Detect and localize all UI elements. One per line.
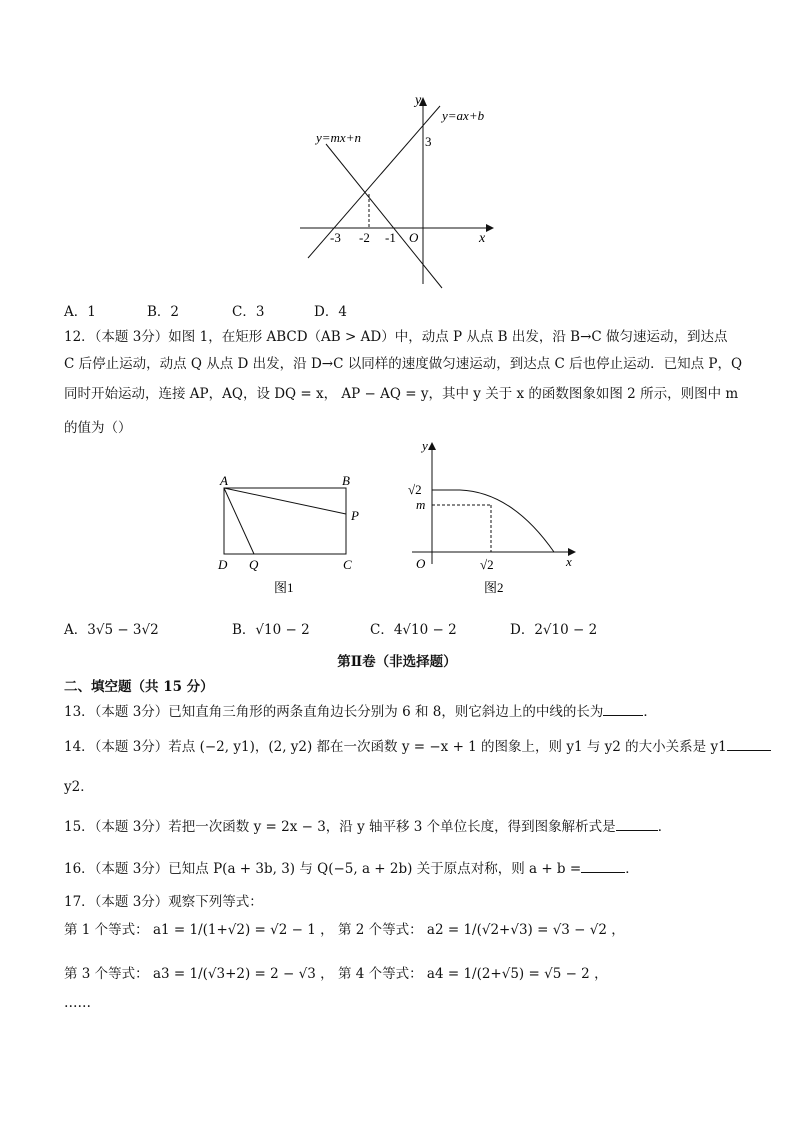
q11-graph — [290, 92, 510, 292]
figure-1-caption: 图1 — [274, 580, 294, 595]
q14-tail: y2． — [64, 779, 94, 795]
segment-aq — [224, 488, 254, 554]
q13-answer-blank[interactable] — [603, 701, 643, 716]
q14-text: 14．（本题 3分）若点 (−2, y1)，(2, y2) 都在一次函数 y = −x + 1 的图象上，则 y1 与 y2 的大小关系是 y1 — [64, 739, 727, 755]
q12-line3: 同时开始运动，连接 AP，AQ，设 DQ = x， AP − AQ = y，其中 y 关于 x 的函数图象如图 2 所示，则图中 m — [64, 386, 739, 402]
fig2-m-label: m — [416, 497, 426, 512]
q15-answer-blank[interactable] — [616, 816, 658, 831]
q13: 13．（本题 3分）已知直角三角形的两条直角边长分别为 6 和 8，则它斜边上的中线的长为 ． — [64, 700, 657, 720]
point-d: D — [218, 557, 228, 572]
q17-eq2-label: 第 2 个等式： — [337, 922, 423, 938]
line-ax-b — [308, 106, 440, 258]
q17-row-1: 第 1 个等式： a1 = 1/(1+√2) = √2 − 1 ， 第 2 个等式： a2 = 1/(√2+√3) = √3 − √2 ， — [64, 922, 625, 938]
x-label: x — [479, 231, 486, 246]
q17-eq4: a4 = 1/(2+√5) = √5 − 2 — [426, 966, 590, 982]
q15-text: 15．（本题 3分）若把一次函数 y = 2x − 3，沿 y 轴平移 3 个单位长度，得到图象解析式是 — [64, 819, 616, 835]
q17-ellipsis: …… — [64, 995, 91, 1011]
q13-text: 13．（本题 3分）已知直角三角形的两条直角边长分别为 6 和 8，则它斜边上的中线的长为 — [64, 704, 604, 720]
point-b: B — [342, 473, 350, 488]
tick-neg1: -1 — [385, 230, 396, 245]
q12-option-d[interactable]: D．2√10 − 2 — [510, 622, 598, 638]
tick-3: 3 — [425, 134, 432, 149]
q17-eq3: a3 = 1/(√3+2) = 2 − √3 — [152, 966, 316, 982]
line-mx-n — [326, 144, 442, 288]
point-p: P — [351, 508, 359, 523]
q17-eq1-label: 第 1 个等式： — [64, 922, 149, 938]
y-label: y — [415, 93, 422, 108]
fig2-x-label: x — [566, 554, 572, 569]
fig2-y-arrow — [428, 442, 436, 450]
figure-2 — [402, 438, 582, 600]
q14-answer-blank[interactable] — [727, 736, 771, 751]
origin-label: O — [409, 230, 419, 245]
q17-eq3-label: 第 3 个等式： — [64, 966, 149, 982]
q16: 16．（本题 3分）已知点 P(a + 3b, 3) 与 Q(−5, a + 2b) 关于原点对称，则 a + b = ． — [64, 857, 639, 877]
q15: 15．（本题 3分）若把一次函数 y = 2x − 3，沿 y 轴平移 3 个单位长度，得到图象解析式是 ． — [64, 815, 671, 835]
point-c: C — [343, 557, 352, 572]
q12-option-b[interactable]: B．√10 − 2 — [232, 622, 310, 638]
tick-neg3: -3 — [330, 230, 341, 245]
line1-label: y=ax+b — [442, 108, 485, 123]
q12-line1: 12．（本题 3分）如图 1，在矩形 ABCD（AB > AD）中，动点 P 从点 B 出发，沿 B→C 做匀速运动，到达点 — [64, 329, 728, 345]
q17-title: 17．（本题 3分）观察下列等式： — [64, 894, 263, 910]
q11-option-b[interactable]: B．2 — [147, 304, 180, 320]
point-a: A — [220, 473, 228, 488]
figure-2-caption: 图2 — [484, 580, 504, 595]
tick-neg2: -2 — [359, 230, 370, 245]
fig2-sqrt2-x: √2 — [480, 557, 494, 572]
q12-line2: C 后停止运动，动点 Q 从点 D 出发，沿 D→C 以同样的速度做匀速运动，到达点 C 后也停止运动．已知点 P，Q — [64, 356, 743, 372]
fig2-sqrt2-y: √2 — [408, 482, 422, 497]
fig2-curve — [432, 490, 554, 552]
q12-option-c[interactable]: C．4√10 − 2 — [370, 622, 457, 638]
q11-option-a[interactable]: A．1 — [64, 304, 96, 320]
q17-eq4-label: 第 4 个等式： — [337, 966, 423, 982]
q12-option-a[interactable]: A．3√5 − 3√2 — [64, 622, 159, 638]
q16-answer-blank[interactable] — [581, 858, 625, 873]
point-q: Q — [249, 557, 259, 572]
fill-section-title: 二、填空题（共 15 分） — [64, 679, 214, 695]
q17-eq2: a2 = 1/(√2+√3) = √3 − √2 — [426, 922, 607, 938]
fig2-origin: O — [416, 556, 426, 571]
fig2-y-label: y — [422, 438, 428, 453]
q17-row-2: 第 3 个等式： a3 = 1/(√3+2) = 2 − √3 ， 第 4 个等式： a4 = 1/(2+√5) = √5 − 2 ， — [64, 966, 608, 982]
q11-option-d[interactable]: D．4 — [314, 304, 347, 320]
q17-eq1: a1 = 1/(1+√2) = √2 − 1 — [152, 922, 316, 938]
section-2-title: 第Ⅱ卷（非选择题） — [337, 654, 457, 670]
segment-ap — [224, 488, 346, 514]
rectangle-abcd — [224, 488, 346, 554]
q14 — [64, 735, 771, 755]
figure-1 — [210, 470, 380, 600]
q16-text: 16．（本题 3分）已知点 P(a + 3b, 3) 与 Q(−5, a + 2b) 关于原点对称，则 a + b = — [64, 861, 582, 877]
q11-option-c[interactable]: C．3 — [232, 304, 265, 320]
x-axis-arrow — [486, 224, 494, 232]
q12-line4: 的值为（） — [64, 420, 132, 436]
line2-label: y=mx+n — [316, 130, 361, 145]
